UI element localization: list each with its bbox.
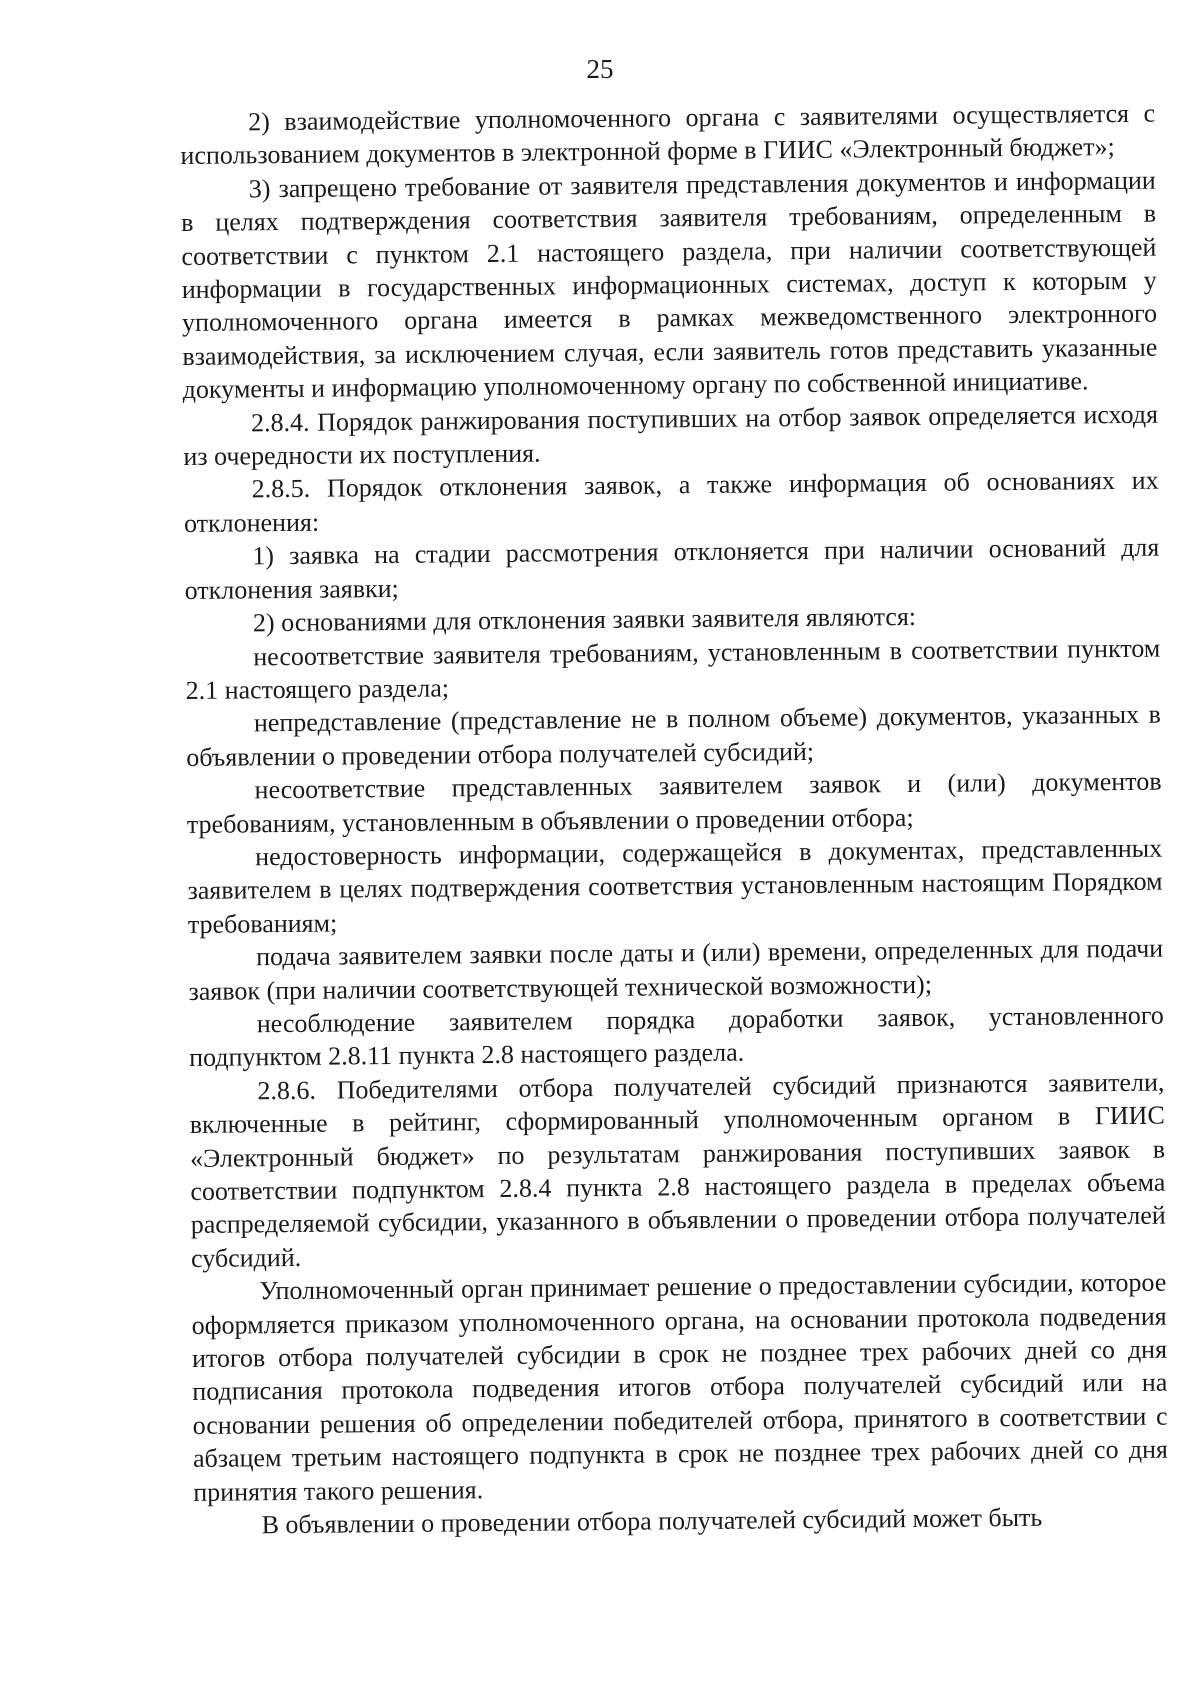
document-body (180, 97, 1169, 1543)
paragraph-3-prohibition: 3) запрещено требование от заявителя представления документов и информации в целях подтверждения соответствия заявителя требованиям, определенным в соответствии с пунктом 2.1 настоящего раздела, при наличии соответствующей информации в государственных информационных системах, доступ к которым у уполномоченного органа имеется в рамках межведомственного электронного взаимодействия, за исключением случая, если заявитель готов представить указанные документы и информацию уполномоченному органу по собственной инициативе. (180, 165, 1158, 405)
list-item-noncompliance: несоответствие заявителя требованиям, установленным в соответствии пунктом 2.1 настоящего раздела; (185, 633, 1161, 705)
list-item-revision-violation: несоблюдение заявителем порядка доработки заявок, установленного подпунктом 2.8.11 пункта 2.8 настоящего раздела. (188, 1000, 1164, 1073)
page-number: 25 (586, 54, 614, 84)
list-item-nonsubmission: непредставление (представление не в полном объеме) документов, указанных в объявлении о проведении отбора получателей субсидий; (186, 699, 1162, 772)
paragraph-decision: Уполномоченный орган принимает решение о предоставлении субсидии, которое оформляется приказом уполномоченного органа, на основании протокола подведения итогов отбора получателей субсидии в срок не позднее трех рабочих дней со дня подписания протокола подведения итогов отбора получателей субсидий или на основании решения об определении победителей отбора, принятого в соответствии с абзацем третьим настоящего подпункта в срок не позднее трех рабочих дней со дня принятия такого решения. (191, 1267, 1169, 1507)
list-item-unreliability: недостоверность информации, содержащейся в документах, представленных заявителем в целях подтверждения соответствия установленным настоящим Порядком требованиям; (187, 833, 1163, 939)
paragraph-announcement: В объявлении о проведении отбора получателей субсидий может быть (261, 1502, 1043, 1540)
list-item-late-submission: подача заявителем заявки после даты и (или) времени, определенных для подачи заявок (при наличии соответствующей технической возможности); (188, 933, 1164, 1006)
list-item-documents-noncompliance: несоответствие представленных заявителем заявок и (или) документов требованиям, установленным в объявлении о проведении отбора; (186, 766, 1162, 839)
paragraph-rejection-2: 2) основаниями для отклонения заявки заявителя являются: (252, 602, 917, 638)
paragraph-2-8-6: 2.8.6. Победителями отбора получателей субсидий признаются заявители, включенные в рейтинг, сформированный уполномоченным органом в ГИИС «Электронный бюджет» по результатам ранжирования поступивших заявок в соответствии подпунктом 2.8.4 пункта 2.8 настоящего раздела в пределах объема распределяемой субсидии, указанного в объявлении о проведении отбора получателей субсидий. (189, 1067, 1166, 1273)
paragraph-2-8-5: 2.8.5. Порядок отклонения заявок, а также информация об основаниях их отклонения: (183, 466, 1159, 538)
paragraph-2-interaction: 2) взаимодействие уполномоченного органа с заявителями осуществляется с использованием документов в электронной форме в ГИИС «Электронный бюджет»; (180, 98, 1156, 171)
paragraph-rejection-1: 1) заявка на стадии рассмотрения отклоняется при наличии оснований для отклонения заявки; (184, 532, 1160, 605)
paragraph-2-8-4: 2.8.4. Порядок ранжирования поступивших на отбор заявок определяется исходя из очередности их поступления. (183, 399, 1159, 472)
